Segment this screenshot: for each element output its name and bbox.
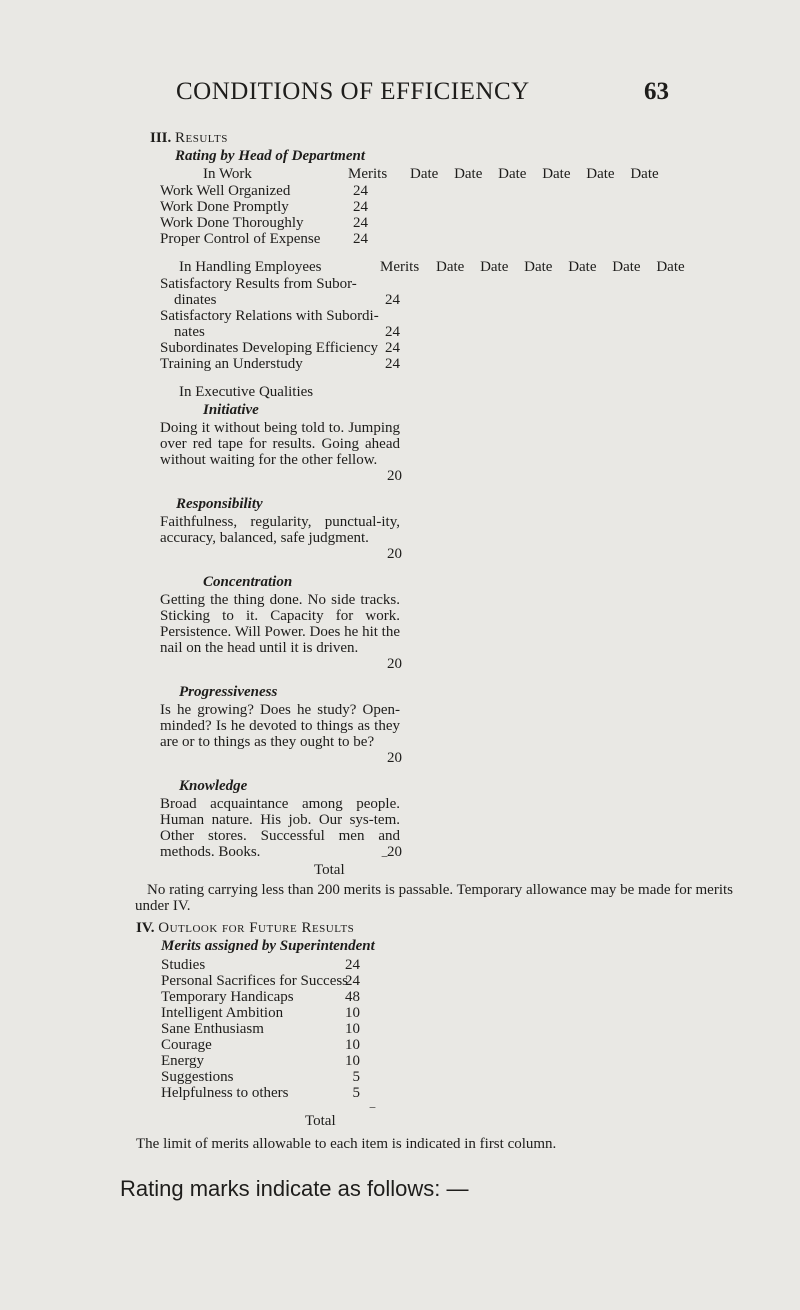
quality-merits: 20: [387, 844, 402, 860]
outlook-item-merits: 10: [345, 1053, 360, 1069]
outlook-item-label: Personal Sacrifices for Success: [161, 973, 349, 989]
work-item-label: Work Well Organized: [160, 183, 291, 199]
outlook-item-merits: 48: [345, 989, 360, 1005]
quality-merits: 20: [387, 546, 402, 562]
page-number: 63: [644, 78, 669, 105]
outlook-item-label: Studies: [161, 957, 206, 973]
section-3-numeral: III.: [150, 130, 172, 146]
section-4-numeral: IV.: [136, 920, 155, 936]
employees-item-merits: 24: [385, 292, 400, 308]
section-3-title: Results: [175, 130, 228, 146]
quality-title: Responsibility: [176, 496, 263, 512]
employees-merits-header: Merits: [380, 259, 420, 275]
employees-item-merits: 24: [385, 340, 400, 356]
quality-text: Broad acquaintance among people. Human nature. His job. Our sys-tem. Other stores. Successful men and methods. Books.: [160, 796, 400, 860]
outlook-item-merits: 24: [345, 973, 360, 989]
quality-title: Concentration: [203, 574, 293, 590]
outlook-item-merits: 5: [352, 1085, 360, 1101]
section-4-heading: [136, 920, 354, 937]
employees-item-line1: Satisfactory Results from Subor-: [160, 276, 357, 292]
quality-text: Doing it without being told to. Jumping over red tape for results. Going ahead without waiting for the other fellow.: [160, 420, 400, 468]
section-3-subheading: Rating by Head of Department: [175, 148, 365, 164]
quality-merits: 20: [387, 468, 402, 484]
quality-text: Getting the thing done. No side tracks. Sticking to it. Capacity for work. Persistence. Will Power. Does he hit the nail on the head until it is driven.: [160, 592, 400, 656]
work-item-merits: 24: [353, 215, 368, 231]
section-3-heading: [150, 130, 228, 147]
outlook-item-merits: 24: [345, 957, 360, 973]
work-item-merits: 24: [353, 199, 368, 215]
outlook-item-label: Energy: [161, 1053, 205, 1069]
employees-item-line1: Training an Understudy: [160, 356, 303, 372]
quality-title: Initiative: [203, 402, 259, 418]
work-label: In Work: [203, 166, 252, 182]
outlook-item-label: Helpfulness to others: [161, 1085, 289, 1101]
work-item-merits: 24: [353, 183, 368, 199]
executive-total-label: Total: [314, 862, 345, 878]
work-date-columns: Date Date Date Date Date Date: [410, 166, 659, 182]
quality-title: Knowledge: [179, 778, 248, 794]
section-4-title: Outlook for Future Results: [158, 920, 355, 936]
outlook-item-merits: 10: [345, 1037, 360, 1053]
quality-text: Is he growing? Does he study? Open-minded? Is he devoted to things as they are or to things as they ought to be?: [160, 702, 400, 750]
page-header: [0, 78, 800, 112]
outlook-item-label: Courage: [161, 1037, 212, 1053]
outlook-total-label: Total: [305, 1113, 336, 1129]
employees-item-line1: Satisfactory Relations with Subordi-: [160, 308, 379, 324]
employees-item-line2: dinates: [174, 292, 217, 308]
work-merits-header: Merits: [348, 166, 388, 182]
quality-merits: 20: [387, 750, 402, 766]
outlook-item-merits: 10: [345, 1005, 360, 1021]
running-title: CONDITIONS OF EFFICIENCY: [176, 78, 530, 105]
employees-label: In Handling Employees: [179, 259, 322, 275]
outlook-item-label: Sane Enthusiasm: [161, 1021, 264, 1037]
employees-item-merits: 24: [385, 324, 400, 340]
section-3-note: No rating carrying less than 200 merits is passable. Temporary allowance may be made for merits under IV.: [135, 882, 733, 914]
quality-merits: 20: [387, 656, 402, 672]
section-4-note: The limit of merits allowable to each item is indicated in first column.: [136, 1136, 557, 1152]
section-4-subheading: Merits assigned by Superintendent: [161, 938, 375, 954]
outlook-item-merits: 10: [345, 1021, 360, 1037]
outlook-item-label: Intelligent Ambition: [161, 1005, 284, 1021]
employees-item-line1: Subordinates Developing Efficiency: [160, 340, 378, 356]
outlook-item-label: Temporary Handicaps: [161, 989, 294, 1005]
employees-item-merits: 24: [385, 356, 400, 372]
executive-label: In Executive Qualities: [179, 384, 314, 400]
work-item-label: Work Done Thoroughly: [160, 215, 304, 231]
employees-item-line2: nates: [174, 324, 205, 340]
outlook-item-label: Suggestions: [161, 1069, 234, 1085]
work-item-label: Work Done Promptly: [160, 199, 289, 215]
total-blank: ‾: [382, 856, 387, 872]
outlook-item-merits: 5: [352, 1069, 360, 1085]
employees-date-columns: Date Date Date Date Date Date: [436, 259, 685, 275]
quality-title: Progressiveness: [179, 684, 278, 700]
work-item-label: Proper Control of Expense: [160, 231, 321, 247]
rating-marks-caption: Rating marks indicate as follows: —: [120, 1176, 469, 1201]
total-blank: ‾: [370, 1107, 375, 1123]
work-item-merits: 24: [353, 231, 368, 247]
quality-text: Faithfulness, regularity, punctual-ity, accuracy, balanced, safe judgment.: [160, 514, 400, 546]
